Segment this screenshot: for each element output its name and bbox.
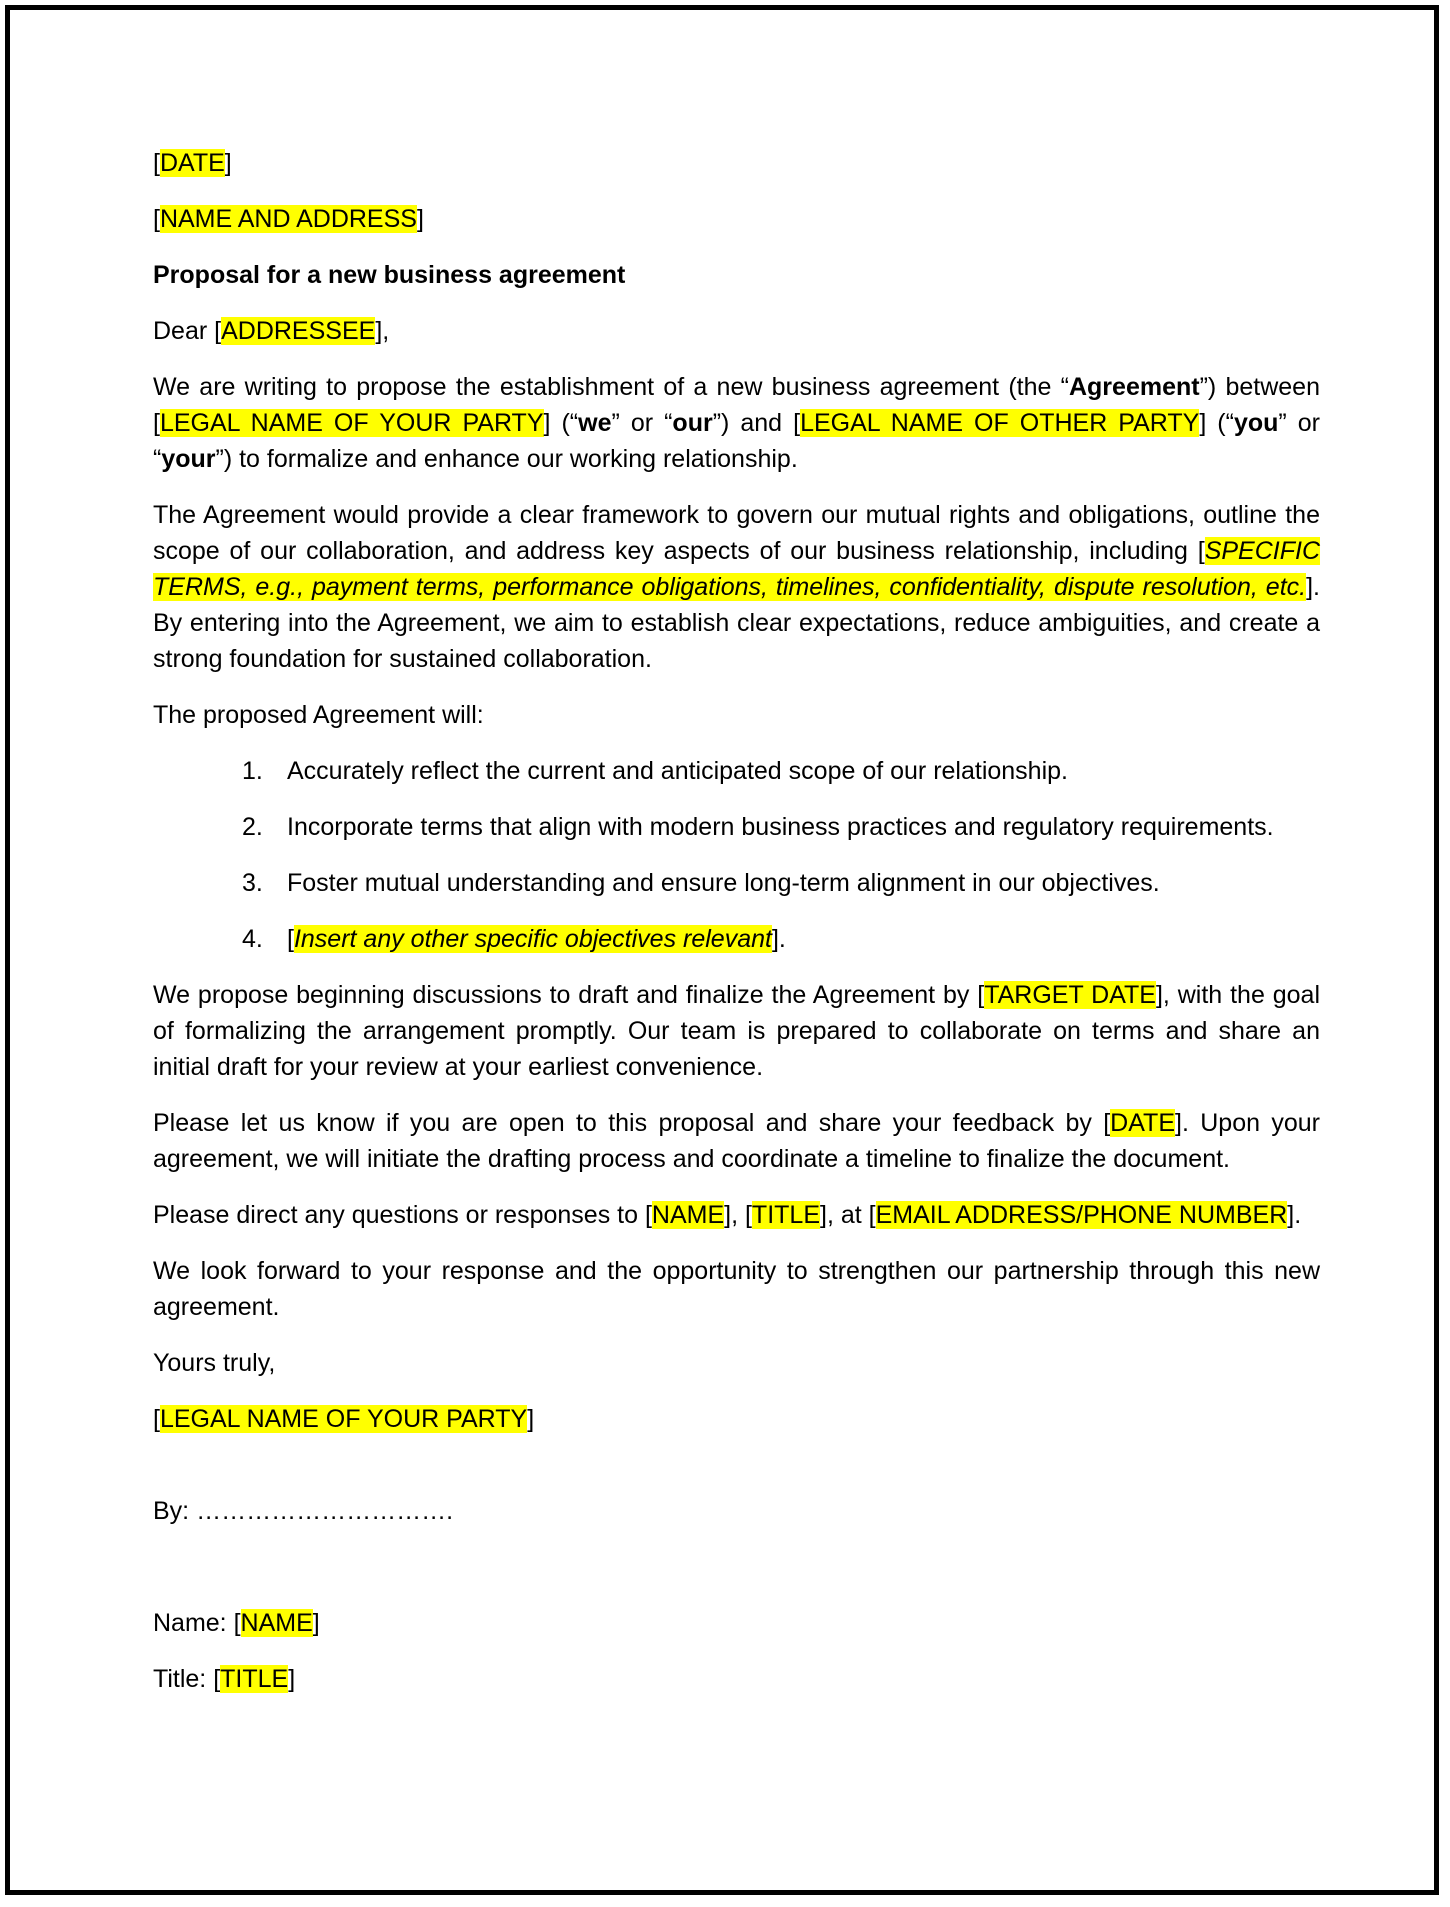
contact-email-phone-placeholder: EMAIL ADDRESS/PHONE NUMBER [875,1201,1288,1229]
date-line: [DATE] [153,149,232,177]
your-party-placeholder: LEGAL NAME OF YOUR PARTY [159,409,544,437]
list-item-text: Incorporate terms that align with modern business practices and regulatory requirements. [287,813,1274,841]
name-label: Name: [ [153,1609,241,1637]
text-run: Please direct any questions or responses to [ [153,1201,652,1229]
title-label: Title: [ [153,1665,221,1693]
text-run: ]. By entering into the Agreement, we aim to establish clear expectations, reduce ambiguities, and create a strong foundation for sustained collaboration. [153,573,1320,673]
other-objectives-placeholder: Insert any other specific objectives relevant [293,925,772,953]
text-run: ]. Upon your agreement, we will initiate the drafting process and coordinate a timeline to finalize the document. [153,1109,1320,1173]
paragraph-timeline [153,977,1320,1085]
paragraph-contact [153,1197,1320,1233]
name-address-line: [NAME AND ADDRESS] [153,205,424,233]
list-item [153,865,1320,901]
text-run: ” or “ [153,409,1320,473]
text-run: ” or “ [611,409,673,437]
paragraph-feedback [153,1105,1320,1177]
spacer [153,1549,1320,1605]
name-address-placeholder: NAME AND ADDRESS [159,205,417,233]
list-item [153,809,1320,845]
subject-line: Proposal for a new business agreement [153,261,626,289]
text-run: ], with the goal of formalizing the arrangement promptly. Our team is prepared to collaborate on terms and share an initial draft for your review at your earliest convenience. [153,981,1320,1081]
closing-line: Yours truly, [153,1349,276,1377]
text-run: ] [288,1665,296,1693]
defined-term-agreement: Agreement [1068,373,1200,401]
list-item [153,753,1320,789]
list-number: 1. [242,757,263,785]
list-number: 2. [242,813,263,841]
signatory-name-placeholder: NAME [240,1609,313,1637]
signature-party-placeholder: LEGAL NAME OF YOUR PARTY [159,1405,528,1433]
signature-party-line: [LEGAL NAME OF YOUR PARTY] [153,1405,535,1433]
spacer [153,1457,1320,1493]
contact-title-placeholder: TITLE [751,1201,820,1229]
text-run: ]. [1287,1201,1302,1229]
text-run: We propose beginning discussions to draft and finalize the Agreement by [ [153,981,985,1009]
paragraph-framework [153,497,1320,677]
signature-title-line [153,1661,1320,1697]
text-run: The Agreement would provide a clear framework to govern our mutual rights and obligations, outline the scope of our collaboration, and address key aspects of our business relationship, including [ [153,501,1320,565]
paragraph-closing: We look forward to your response and the opportunity to strengthen our partnership through this new agreement. [153,1257,1320,1321]
signatory-title-placeholder: TITLE [220,1665,289,1693]
list-item-text: Accurately reflect the current and anticipated scope of our relationship. [287,757,1068,785]
text-run: ]. [771,925,786,953]
text-run: ] (“ [543,409,579,437]
text-run: We are writing to propose the establishment of a new business agreement (the “ [153,373,1069,401]
signature-name-line [153,1605,1320,1641]
target-date-placeholder: TARGET DATE [984,981,1156,1009]
salutation [153,313,1320,349]
salutation-suffix: ], [375,317,390,345]
text-run: ], [ [724,1201,752,1229]
text-run: ”) between [ [153,373,1320,437]
salutation-prefix: Dear [ [153,317,222,345]
paragraph-proposed: The proposed Agreement will: [153,701,484,729]
document-page [5,5,1439,1895]
text-run: ], at [ [820,1201,876,1229]
text-run: ”) to formalize and enhance our working relationship. [215,445,798,473]
defined-term-you: you [1233,409,1279,437]
defined-term-your: your [161,445,216,473]
date-placeholder: DATE [159,149,225,177]
specific-terms-placeholder: SPECIFIC TERMS, e.g., payment terms, performance obligations, timelines, confidentiality, dispute resolution, etc. [153,537,1320,601]
text-run: [ [287,925,294,953]
text-run: ] (“ [1199,409,1234,437]
text-run: Please let us know if you are open to this proposal and share your feedback by [ [153,1109,1111,1137]
other-party-placeholder: LEGAL NAME OF OTHER PARTY [800,409,1200,437]
feedback-date-placeholder: DATE [1110,1109,1175,1137]
addressee-placeholder: ADDRESSEE [221,317,376,345]
text-run: ”) and [ [712,409,801,437]
defined-term-we: we [578,409,612,437]
text-run: ] [312,1609,320,1637]
signature-by-line: By: …………………………. [153,1497,454,1525]
list-item [153,921,1320,957]
list-number: 3. [242,869,263,897]
contact-name-placeholder: NAME [651,1201,725,1229]
list-item-text: Foster mutual understanding and ensure long-term alignment in our objectives. [287,869,1160,897]
defined-term-our: our [672,409,713,437]
letter-body [153,145,1320,1717]
list-number: 4. [242,925,263,953]
paragraph-intro [153,369,1320,477]
objectives-list [153,753,1320,957]
